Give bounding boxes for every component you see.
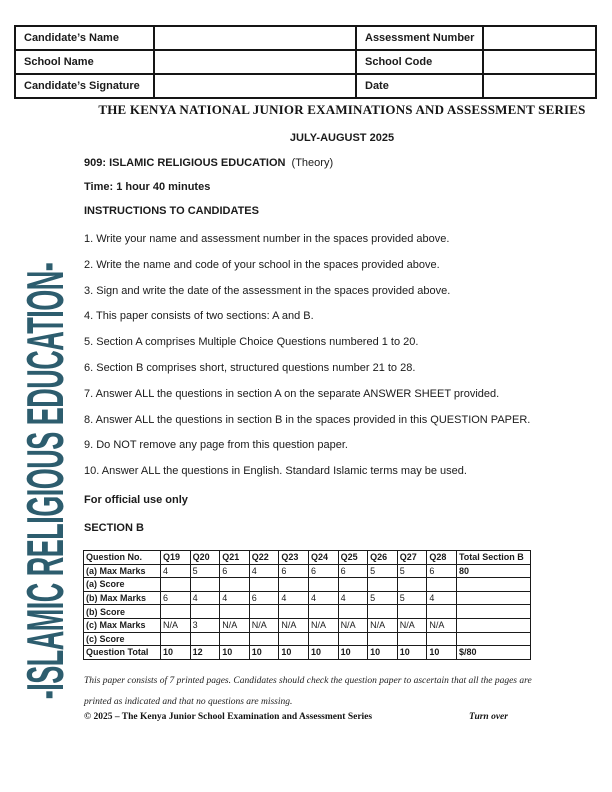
section-b-row <box>84 632 531 646</box>
date-label: Date <box>356 74 483 98</box>
section-b-value-cell: N/A <box>338 618 368 632</box>
series-title: THE KENYA NATIONAL JUNIOR EXAMINATIONS AND ASSESSMENT SERIES <box>98 102 586 117</box>
section-b-value-cell <box>397 578 427 592</box>
section-b-value-cell: 4 <box>427 591 457 605</box>
candidate-signature-field <box>154 74 356 98</box>
candidate-info-row <box>15 74 596 98</box>
paper-title <box>84 155 333 171</box>
section-b-header-cell: Q28 <box>427 551 457 565</box>
section-b-value-cell <box>427 578 457 592</box>
section-b-value-cell <box>338 632 368 646</box>
section-b-header-cell: Question No. <box>84 551 161 565</box>
section-b-row <box>84 605 531 619</box>
section-b-row-label: (a) Max Marks <box>84 564 161 578</box>
section-b-row <box>84 578 531 592</box>
section-b-value-cell: 4 <box>338 591 368 605</box>
section-b-value-cell <box>279 605 309 619</box>
section-b-row <box>84 646 531 660</box>
section-b-value-cell <box>397 605 427 619</box>
section-b-value-cell: 4 <box>308 591 338 605</box>
school-name-label: School Name <box>15 50 154 74</box>
instruction-line-9: 9. Do NOT remove any page from this question paper. <box>84 439 348 452</box>
section-b-value-cell <box>249 632 279 646</box>
section-b-value-cell: 4 <box>279 591 309 605</box>
section-b-value-cell <box>308 578 338 592</box>
section-b-value-cell: 10 <box>338 646 368 660</box>
section-b-value-cell <box>161 605 191 619</box>
section-b-header-row <box>84 551 531 565</box>
section-b-value-cell: N/A <box>279 618 309 632</box>
section-b-table-head <box>84 551 531 565</box>
section-b-value-cell: 6 <box>308 564 338 578</box>
section-b-value-cell <box>279 632 309 646</box>
section-b-total-cell <box>456 632 530 646</box>
instruction-line-1: 1. Write your name and assessment number in the spaces provided above. <box>84 233 450 245</box>
section-b-value-cell: 5 <box>368 591 398 605</box>
candidate-info-row <box>15 26 596 50</box>
candidate-signature-label: Candidate’s Signature <box>15 74 154 98</box>
section-b-value-cell <box>190 578 220 592</box>
section-b-value-cell: N/A <box>397 618 427 632</box>
section-b-value-cell: 4 <box>220 591 250 605</box>
section-b-value-cell: 4 <box>249 564 279 578</box>
section-b-total-cell: 80 <box>456 564 530 578</box>
section-b-value-cell <box>190 632 220 646</box>
section-b-value-cell: N/A <box>427 618 457 632</box>
section-b-value-cell: 6 <box>427 564 457 578</box>
section-b-row-label: (c) Max Marks <box>84 618 161 632</box>
section-b-value-cell: N/A <box>161 618 191 632</box>
section-b-value-cell <box>161 578 191 592</box>
section-b-total-cell: $/80 <box>456 646 530 660</box>
instruction-line-6: 6. Section B comprises short, structured questions number 21 to 28. <box>84 361 416 374</box>
school-code-field <box>483 50 596 74</box>
section-b-value-cell: N/A <box>220 618 250 632</box>
section-b-value-cell: 10 <box>161 646 191 660</box>
section-b-marks-table <box>83 550 531 660</box>
instruction-line-8: 8. Answer ALL the questions in section B in the spaces provided in this QUESTION PAPER. <box>84 413 531 426</box>
section-b-header-cell: Q21 <box>220 551 250 565</box>
section-b-value-cell <box>220 632 250 646</box>
instructions-heading: INSTRUCTIONS TO CANDIDATES <box>84 205 259 217</box>
section-b-value-cell: 5 <box>397 591 427 605</box>
section-b-value-cell: 10 <box>220 646 250 660</box>
section-b-row-label: (b) Max Marks <box>84 591 161 605</box>
section-b-value-cell <box>249 578 279 592</box>
school-name-field <box>154 50 356 74</box>
section-b-value-cell: 6 <box>279 564 309 578</box>
section-b-value-cell <box>308 632 338 646</box>
section-b-table-body <box>84 564 531 659</box>
section-b-total-cell <box>456 591 530 605</box>
candidate-name-label: Candidate’s Name <box>15 26 154 50</box>
turn-over-label: Turn over <box>469 712 508 722</box>
section-b-header-cell: Q24 <box>308 551 338 565</box>
date-field <box>483 74 596 98</box>
section-b-value-cell: 12 <box>190 646 220 660</box>
section-b-value-cell <box>220 578 250 592</box>
candidate-info-row <box>15 50 596 74</box>
section-b-value-cell <box>220 605 250 619</box>
session-date: JULY-AUGUST 2025 <box>289 132 395 144</box>
section-b-value-cell: 10 <box>279 646 309 660</box>
time-allowed: Time: 1 hour 40 minutes <box>84 181 211 193</box>
official-use-label: For official use only <box>84 494 188 506</box>
section-b-value-cell <box>338 578 368 592</box>
section-b-value-cell: 4 <box>161 564 191 578</box>
section-b-total-cell <box>456 618 530 632</box>
instructions-list <box>84 227 604 485</box>
section-b-value-cell: 10 <box>427 646 457 660</box>
paper-subtitle: (Theory) <box>291 157 334 169</box>
section-b-value-cell: 5 <box>368 564 398 578</box>
page-count-note-line2: printed as indicated and that no questions are missing. <box>84 697 293 707</box>
instruction-line-4: 4. This paper consists of two sections: A and B. <box>84 310 314 323</box>
section-b-value-cell <box>249 605 279 619</box>
section-b-value-cell: 10 <box>308 646 338 660</box>
section-b-row-label: (c) Score <box>84 632 161 646</box>
copyright-line: © 2025 – The Kenya Junior School Examination and Assessment Series <box>84 712 373 722</box>
section-b-value-cell <box>427 605 457 619</box>
section-b-header-cell: Q25 <box>338 551 368 565</box>
section-b-value-cell <box>161 632 191 646</box>
section-b-value-cell: 6 <box>220 564 250 578</box>
section-b-header-cell: Q27 <box>397 551 427 565</box>
section-b-value-cell <box>308 605 338 619</box>
section-b-header-cell: Q23 <box>279 551 309 565</box>
section-b-row-label: (a) Score <box>84 578 161 592</box>
section-b-label: SECTION B <box>84 522 144 534</box>
assessment-number-field <box>483 26 596 50</box>
section-b-value-cell: 6 <box>161 591 191 605</box>
section-b-value-cell <box>427 632 457 646</box>
section-b-value-cell: 4 <box>190 591 220 605</box>
section-b-value-cell <box>338 605 368 619</box>
section-b-header-cell: Q19 <box>161 551 191 565</box>
section-b-row-label: (b) Score <box>84 605 161 619</box>
instruction-line-3: 3. Sign and write the date of the assessment in the spaces provided above. <box>84 284 451 297</box>
section-b-row <box>84 591 531 605</box>
section-b-value-cell <box>279 578 309 592</box>
section-b-header-cell: Q26 <box>368 551 398 565</box>
section-b-row <box>84 564 531 578</box>
vertical-paper-title: -ISLAMIC RELIGIOUS EDUCATION- <box>17 262 75 700</box>
section-b-value-cell: 3 <box>190 618 220 632</box>
section-b-value-cell <box>368 578 398 592</box>
section-b-row-label: Question Total <box>84 646 161 660</box>
section-b-value-cell <box>368 605 398 619</box>
section-b-value-cell <box>368 632 398 646</box>
section-b-value-cell: 6 <box>249 591 279 605</box>
section-b-value-cell: N/A <box>249 618 279 632</box>
instruction-line-10: 10. Answer ALL the questions in English. Standard Islamic terms may be used. <box>84 465 467 478</box>
section-b-header-cell: Q22 <box>249 551 279 565</box>
assessment-number-label: Assessment Number <box>356 26 483 50</box>
section-b-row <box>84 618 531 632</box>
section-b-value-cell: 5 <box>190 564 220 578</box>
section-b-value-cell: 5 <box>397 564 427 578</box>
section-b-header-cell: Q20 <box>190 551 220 565</box>
section-b-value-cell: N/A <box>368 618 398 632</box>
section-b-total-cell <box>456 578 530 592</box>
section-b-value-cell: N/A <box>308 618 338 632</box>
candidate-info-table <box>14 25 597 99</box>
section-b-value-cell <box>397 632 427 646</box>
candidate-name-field <box>154 26 356 50</box>
school-code-label: School Code <box>356 50 483 74</box>
paper-code-title: 909: ISLAMIC RELIGIOUS EDUCATION <box>84 157 286 169</box>
section-b-value-cell <box>190 605 220 619</box>
instruction-line-7: 7. Answer ALL the questions in section A on the separate ANSWER SHEET provided. <box>84 387 500 400</box>
section-b-value-cell: 10 <box>368 646 398 660</box>
section-b-value-cell: 10 <box>249 646 279 660</box>
section-b-header-cell: Total Section B <box>456 551 530 565</box>
page-count-note-line1: This paper consists of 7 printed pages. Candidates should check the question paper to ascertain that all the pages are <box>84 676 532 686</box>
section-b-total-cell <box>456 605 530 619</box>
instruction-line-5: 5. Section A comprises Multiple Choice Questions numbered 1 to 20. <box>84 336 419 349</box>
section-b-value-cell: 10 <box>397 646 427 660</box>
section-b-value-cell: 6 <box>338 564 368 578</box>
instruction-line-2: 2. Write the name and code of your school in the spaces provided above. <box>84 258 440 271</box>
